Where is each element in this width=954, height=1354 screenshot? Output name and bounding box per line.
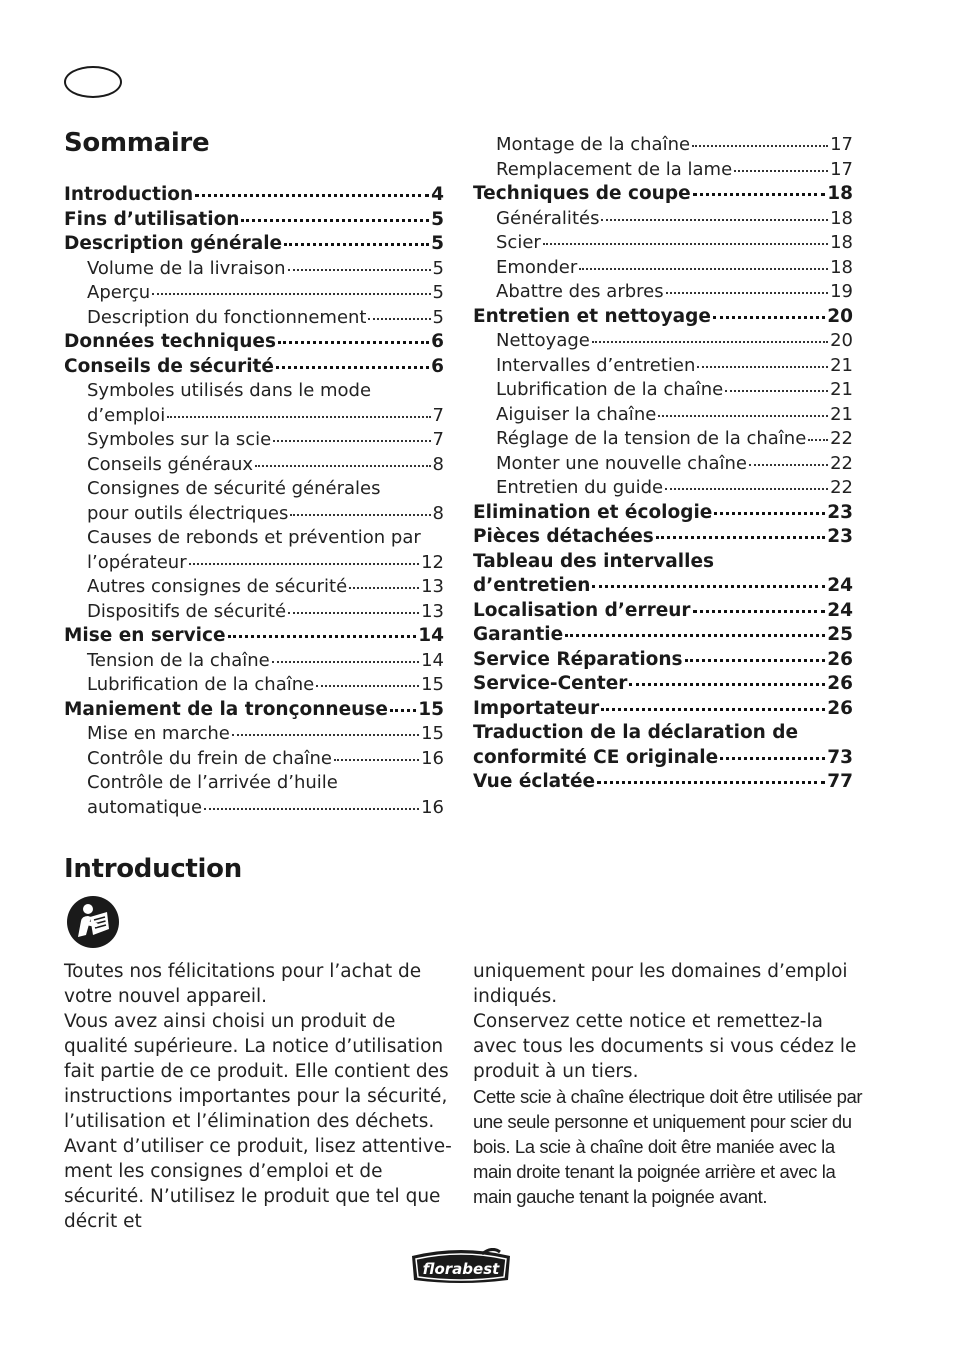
toc-entry-sub[interactable] xyxy=(64,722,444,747)
toc-entry-sub[interactable] xyxy=(64,281,444,306)
toc-entry-title: Maniement de la tronçonneuse xyxy=(64,698,388,720)
intro-title: Introduction xyxy=(64,854,242,884)
toc-page-number: 16 xyxy=(421,747,444,769)
toc-page-number: 21 xyxy=(830,379,853,400)
toc-entry-sub[interactable] xyxy=(64,257,444,282)
toc-entry-sub[interactable] xyxy=(64,453,444,478)
toc-entry-title: Dispositifs de sécurité xyxy=(87,600,287,622)
toc-leader-dots xyxy=(693,610,826,613)
toc-entry-main[interactable] xyxy=(473,697,853,722)
toc-entry-title: Contrôle du frein de chaîne xyxy=(87,747,333,769)
toc-page-number: 17 xyxy=(830,158,853,180)
toc-entry-sub[interactable] xyxy=(473,329,853,354)
toc-entry-title: Introduction xyxy=(64,184,194,205)
toc-entry-sub[interactable] xyxy=(64,404,444,429)
toc-page-number: 13 xyxy=(421,576,444,597)
toc-entry-title: conformité CE originale xyxy=(473,746,719,768)
toc-entry-main[interactable] xyxy=(473,623,853,648)
toc-leader-dots xyxy=(284,243,429,246)
toc-entry-main[interactable] xyxy=(64,624,444,649)
toc-leader-dots xyxy=(693,193,826,196)
toc-page-number: 6 xyxy=(431,331,444,352)
toc-page-number: 20 xyxy=(827,305,853,327)
toc-page-number: 15 xyxy=(418,698,444,720)
toc-entry-main[interactable] xyxy=(64,232,444,257)
toc-leader-dots xyxy=(152,293,430,295)
toc-page-number: 21 xyxy=(830,403,853,425)
toc-entry-title: Aperçu xyxy=(87,282,151,303)
toc-entry-title: Mise en service xyxy=(64,625,226,646)
toc-entry-title: Conseils de sécurité xyxy=(64,355,274,377)
toc-leader-dots xyxy=(288,269,431,271)
toc-entry-sub[interactable] xyxy=(473,280,853,305)
toc-page-number: 5 xyxy=(431,208,444,230)
toc-entry-title: Réglage de la tension de la chaîne xyxy=(496,428,807,449)
toc-right-column xyxy=(473,133,853,795)
toc-entry-title: Techniques de coupe xyxy=(473,183,691,204)
toc-entry-main[interactable] xyxy=(473,305,853,330)
toc-entry-sub[interactable] xyxy=(473,207,853,232)
toc-entry-line: Consignes de sécurité générales xyxy=(87,478,381,499)
toc-page-number: 18 xyxy=(830,207,853,229)
toc-entry-line: Symboles utilisés dans le mode xyxy=(87,380,372,401)
toc-leader-dots xyxy=(666,292,828,294)
toc-entry-main[interactable] xyxy=(473,599,853,624)
toc-entry-title: d’emploi xyxy=(87,404,166,426)
toc-entry-sub[interactable] xyxy=(473,476,853,501)
toc-entry-sub[interactable] xyxy=(64,575,444,600)
toc-leader-dots xyxy=(334,759,419,761)
toc-leader-dots xyxy=(720,757,825,760)
toc-page-number: 14 xyxy=(421,649,444,671)
toc-leader-dots xyxy=(685,659,826,662)
toc-page-number: 4 xyxy=(431,184,444,205)
toc-leader-dots xyxy=(697,366,828,368)
toc-page-number: 6 xyxy=(431,355,444,377)
read-manual-icon xyxy=(66,895,120,949)
toc-leader-dots xyxy=(390,709,416,712)
toc-leader-dots xyxy=(713,316,825,319)
toc-leader-dots xyxy=(349,587,419,589)
toc-leader-dots xyxy=(278,341,429,344)
toc-leader-dots xyxy=(601,708,825,711)
toc-entry-sub[interactable] xyxy=(64,551,444,576)
toc-entry-title: Garantie xyxy=(473,624,564,645)
intro-paragraph: Cette scie à chaîne électrique doit être utilisée par une seule personne et uniquement pour scier du bois. La scie à chaîne doit être maniée avec la main droite tenant la poignée arrière et avec la main gauche tenant la poignée avant. xyxy=(473,1086,863,1207)
toc-page-number: 24 xyxy=(827,599,853,621)
toc-leader-dots xyxy=(592,341,828,343)
toc-page-number: 5 xyxy=(432,306,444,328)
toc-leader-dots xyxy=(597,781,825,784)
toc-page-number: 77 xyxy=(827,771,853,792)
toc-page-number: 22 xyxy=(830,428,853,449)
toc-entry-sub[interactable] xyxy=(473,452,853,477)
toc-entry-title: Importateur xyxy=(473,697,600,719)
toc-page-number: 7 xyxy=(432,404,444,426)
toc-entry-title: Emonder xyxy=(496,256,578,278)
toc-entry-title: Autres consignes de sécurité xyxy=(87,576,348,597)
toc-leader-dots xyxy=(658,415,828,417)
toc-entry-title: Lubrification de la chaîne xyxy=(496,379,724,400)
toc-entry-title: Pièces détachées xyxy=(473,526,654,547)
intro-right-text xyxy=(473,959,865,1209)
toc-leader-dots xyxy=(272,661,419,663)
toc-title: Sommaire xyxy=(64,128,210,158)
toc-page-number: 18 xyxy=(830,256,853,278)
toc-leader-dots xyxy=(228,635,417,638)
toc-leader-dots xyxy=(255,465,431,467)
toc-entry-main[interactable] xyxy=(473,501,853,526)
toc-entry-sub[interactable] xyxy=(64,796,444,821)
toc-page-number: 18 xyxy=(830,232,853,253)
toc-entry-sub[interactable] xyxy=(64,747,444,772)
toc-entry-main[interactable] xyxy=(473,648,853,673)
toc-entry-sub[interactable] xyxy=(473,231,853,256)
toc-entry-sub[interactable] xyxy=(64,306,444,331)
toc-entry-sub[interactable] xyxy=(473,403,853,428)
toc-entry-title: Localisation d’erreur xyxy=(473,599,691,621)
toc-page-number: 26 xyxy=(827,673,853,694)
toc-entry-sub[interactable] xyxy=(64,673,444,698)
toc-entry-main[interactable] xyxy=(64,698,444,723)
toc-entry-main[interactable] xyxy=(473,525,853,550)
toc-entry-main[interactable] xyxy=(473,182,853,207)
toc-leader-dots xyxy=(725,390,828,392)
toc-leader-dots xyxy=(692,145,828,147)
toc-page-number: 17 xyxy=(830,134,853,155)
toc-leader-dots xyxy=(579,268,828,270)
toc-entry-title: Service Réparations xyxy=(473,648,683,670)
toc-entry-main[interactable] xyxy=(64,355,444,380)
toc-entry-title: Aiguiser la chaîne xyxy=(496,403,657,425)
toc-page-number: 16 xyxy=(421,796,444,818)
toc-entry-title: Intervalles d’entretien xyxy=(496,354,696,376)
toc-entry-line: Tableau des intervalles xyxy=(473,550,714,572)
toc-leader-dots xyxy=(734,170,828,172)
toc-leader-dots xyxy=(288,612,419,614)
toc-entry-title: pour outils électriques xyxy=(87,502,289,524)
toc-page-number: 22 xyxy=(830,477,853,498)
toc-entry-title: Lubrification de la chaîne xyxy=(87,674,315,695)
toc-page-number: 26 xyxy=(827,648,853,670)
toc-page-number: 12 xyxy=(421,551,444,573)
toc-entry-main[interactable] xyxy=(473,574,853,599)
toc-leader-dots xyxy=(189,563,419,565)
toc-page-number: 13 xyxy=(421,600,444,622)
toc-page-number: 15 xyxy=(421,674,444,695)
toc-leader-dots xyxy=(290,514,430,516)
toc-page-number: 5 xyxy=(432,282,444,303)
toc-entry-title: Service-Center xyxy=(473,673,628,694)
toc-leader-dots xyxy=(656,536,825,539)
toc-entry-line: Traduction de la déclaration de xyxy=(473,722,799,743)
toc-page-number: 8 xyxy=(432,453,444,475)
toc-page-number: 8 xyxy=(432,502,444,524)
toc-leader-dots xyxy=(565,634,825,637)
toc-entry-line: Causes de rebonds et prévention par xyxy=(87,527,421,548)
intro-paragraph: Conservez cette notice et remettez-la avec tous les documents si vous cédez le produit à un tiers. xyxy=(473,1011,857,1082)
toc-page-number: 26 xyxy=(827,697,853,719)
toc-entry-sub[interactable] xyxy=(473,427,853,452)
toc-entry-title: Description générale xyxy=(64,233,283,254)
toc-entry-title: l’opérateur xyxy=(87,551,187,573)
toc-entry-sub[interactable] xyxy=(473,158,853,183)
toc-page-number: 73 xyxy=(827,746,853,768)
toc-entry-title: Vue éclatée xyxy=(473,771,596,792)
toc-left-column xyxy=(64,183,444,820)
toc-leader-dots xyxy=(204,808,419,810)
toc-entry-main[interactable] xyxy=(473,770,853,795)
toc-leader-dots xyxy=(665,488,828,490)
toc-entry-title: Mise en marche xyxy=(87,723,230,744)
toc-leader-dots xyxy=(273,440,430,442)
toc-page-number: 18 xyxy=(827,183,853,204)
toc-leader-dots xyxy=(195,194,429,197)
toc-entry-title: automatique xyxy=(87,796,203,818)
toc-page-number: 5 xyxy=(432,257,444,279)
toc-entry-title: Abattre des arbres xyxy=(496,281,664,302)
toc-page-number: 15 xyxy=(421,723,444,744)
toc-leader-dots xyxy=(714,512,825,515)
toc-page-number: 19 xyxy=(830,281,853,302)
toc-entry-title: Tension de la chaîne xyxy=(87,649,270,671)
toc-leader-dots xyxy=(543,243,828,245)
intro-left-text xyxy=(64,959,452,1234)
toc-entry-main[interactable] xyxy=(473,672,853,697)
toc-page-number: 23 xyxy=(827,526,853,547)
logo-text: florabest xyxy=(422,1260,500,1278)
toc-leader-dots xyxy=(368,318,430,320)
intro-paragraph: Vous avez ainsi choisi un produit de qualité supérieure. La notice d’utilisation fait partie de ce produit. Elle contient des instructions importantes pour la sécurité, l’utilisation et l’élimination des déchets. Avant d’utiliser ce produit, lisez attentive-ment les consignes d’emploi et de sécurité. N’utilisez le produit que tel que décrit et xyxy=(64,1011,452,1232)
toc-entry-main[interactable] xyxy=(473,746,853,771)
toc-page-number: 7 xyxy=(432,429,444,450)
toc-entry-main[interactable] xyxy=(64,330,444,355)
toc-page-number: 25 xyxy=(827,624,853,645)
toc-entry-title: Volume de la livraison xyxy=(87,257,286,279)
toc-entry-sub[interactable] xyxy=(64,428,444,453)
toc-leader-dots xyxy=(749,464,828,466)
toc-page-number: 20 xyxy=(830,330,853,351)
toc-page-number: 5 xyxy=(431,233,444,254)
intro-paragraph: Toutes nos félicitations pour l’achat de votre nouvel appareil. xyxy=(64,961,422,1007)
toc-entry-sub[interactable] xyxy=(473,256,853,281)
toc-entry-line: Contrôle de l’arrivée d’huile xyxy=(87,772,338,793)
toc-entry-title: Elimination et écologie xyxy=(473,501,713,523)
toc-leader-dots xyxy=(592,585,825,588)
toc-leader-dots xyxy=(276,366,429,369)
toc-page-number: 23 xyxy=(827,501,853,523)
toc-entry-main[interactable] xyxy=(64,183,444,208)
toc-entry-sub[interactable] xyxy=(64,502,444,527)
toc-entry-title: d’entretien xyxy=(473,575,591,596)
toc-page-number: 24 xyxy=(827,575,853,596)
language-marker xyxy=(64,66,122,98)
toc-entry-title: Description du fonctionnement xyxy=(87,306,367,328)
toc-leader-dots xyxy=(232,734,419,736)
toc-entry-title: Nettoyage xyxy=(496,330,590,351)
toc-entry-title: Monter une nouvelle chaîne xyxy=(496,452,747,474)
toc-page-number: 21 xyxy=(830,354,853,376)
toc-entry-title: Entretien et nettoyage xyxy=(473,305,711,327)
toc-entry-sub[interactable] xyxy=(473,354,853,379)
toc-leader-dots xyxy=(316,685,419,687)
toc-entry-title: Conseils généraux xyxy=(87,453,254,475)
intro-paragraph: uniquement pour les domaines d’emploi indiqués. xyxy=(473,961,848,1007)
toc-page-number: 14 xyxy=(418,625,444,646)
toc-entry-main[interactable] xyxy=(64,208,444,233)
toc-leader-dots xyxy=(167,416,430,418)
toc-entry-title: Données techniques xyxy=(64,331,276,352)
toc-entry-title: Généralités xyxy=(496,207,600,229)
toc-leader-dots xyxy=(601,219,828,221)
toc-leader-dots xyxy=(241,219,429,222)
toc-entry-title: Symboles sur la scie xyxy=(87,429,272,450)
toc-entry-sub[interactable] xyxy=(64,600,444,625)
toc-entry-title: Remplacement de la lame xyxy=(496,158,733,180)
toc-entry-sub[interactable] xyxy=(473,133,853,158)
toc-entry-title: Entretien du guide xyxy=(496,477,664,498)
toc-entry-title: Fins d’utilisation xyxy=(64,208,240,230)
toc-page-number: 22 xyxy=(830,452,853,474)
florabest-logo xyxy=(404,1248,518,1288)
toc-leader-dots xyxy=(629,683,825,686)
toc-entry-sub[interactable] xyxy=(473,378,853,403)
toc-leader-dots xyxy=(808,439,828,441)
toc-entry-title: Montage de la chaîne xyxy=(496,134,691,155)
toc-entry-sub[interactable] xyxy=(64,649,444,674)
toc-entry-title: Scier xyxy=(496,232,541,253)
